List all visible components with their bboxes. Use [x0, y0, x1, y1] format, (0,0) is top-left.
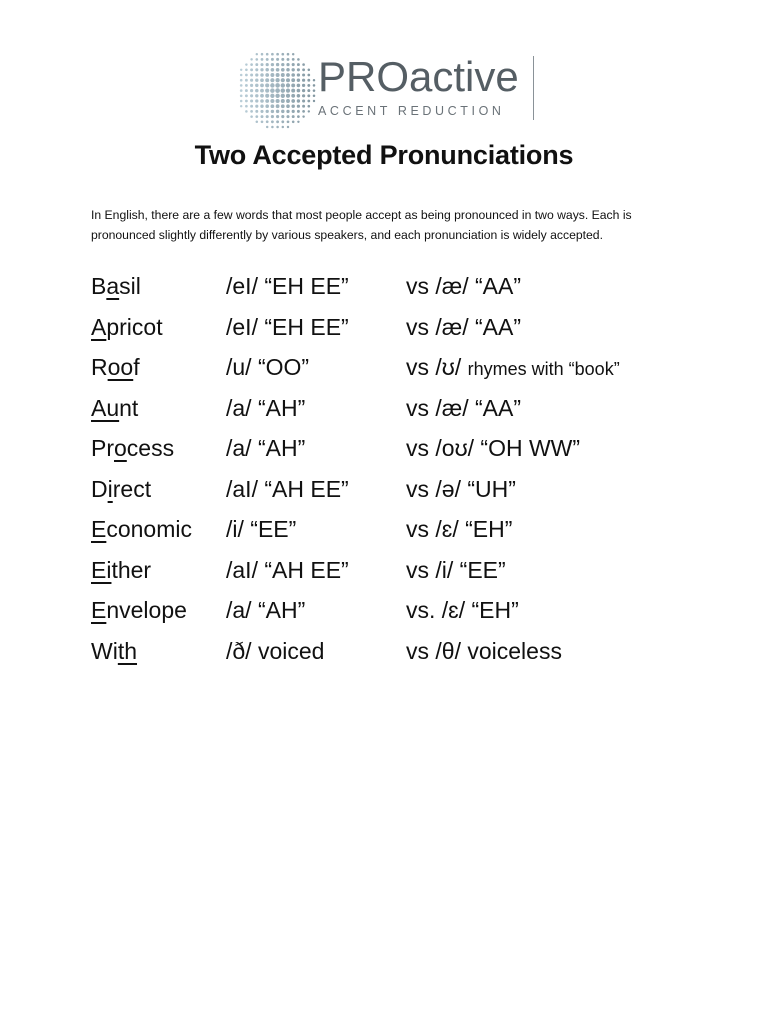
pronunciation-table	[91, 266, 741, 671]
logo-divider	[533, 56, 534, 120]
logo-dot	[270, 78, 274, 82]
logo-dot	[291, 73, 295, 77]
first-pronunciation: /a/ “AH”	[226, 394, 306, 421]
logo-dot	[266, 63, 269, 66]
logo-dot	[271, 126, 274, 129]
logo-dot	[255, 84, 258, 87]
second-pronunciation-note: rhymes with “book”	[467, 359, 620, 379]
second-pronunciation	[406, 590, 519, 630]
logo-dot	[261, 58, 264, 61]
logo-dot	[260, 78, 264, 82]
word-cell	[91, 590, 187, 630]
logo-dot	[265, 83, 269, 87]
second-pronunciation-text: vs /ʊ/	[406, 354, 468, 380]
logo-dot	[276, 63, 279, 66]
second-pronunciation-text: vs /æ/ “AA”	[406, 273, 522, 299]
word-cell	[91, 428, 174, 468]
logo-dot	[250, 63, 253, 66]
logo-dot	[255, 99, 258, 102]
logo-dot	[297, 115, 300, 118]
logo-dot	[260, 89, 264, 93]
second-pronunciation	[406, 428, 580, 468]
logo-dot	[307, 89, 310, 92]
logo-dot	[245, 68, 248, 71]
logo-dot	[297, 68, 300, 71]
logo-dot	[281, 53, 284, 56]
word-part: B	[91, 273, 107, 299]
underlined-sound: i	[107, 475, 113, 502]
logo-dot	[302, 73, 305, 76]
logo-dot	[271, 110, 274, 113]
second-pronunciation	[406, 550, 506, 590]
logo-dot	[245, 110, 248, 113]
logo-dot	[266, 110, 269, 113]
word-part: nvelope	[106, 597, 187, 623]
logo-dot	[286, 63, 289, 66]
table-row	[91, 590, 741, 631]
logo-dot	[308, 69, 311, 72]
word-part: R	[91, 354, 108, 380]
logo-dot	[281, 88, 285, 92]
logo-dot	[261, 120, 264, 123]
logo-dot	[302, 79, 305, 82]
logo-dot	[276, 73, 280, 77]
logo-dot	[255, 73, 258, 76]
logo-dot	[313, 79, 315, 81]
logo-dot	[260, 99, 264, 103]
second-pronunciation-text: vs /i/ “EE”	[406, 556, 506, 583]
logo-dot	[276, 110, 279, 113]
logo-main-text: PROactive	[318, 53, 519, 100]
logo-dot	[240, 69, 242, 71]
logo-dot	[265, 73, 269, 77]
logo-dot	[265, 89, 269, 93]
logo-dot	[276, 99, 280, 103]
logo-dot	[255, 94, 258, 97]
logo-dot	[255, 63, 258, 66]
logo-dot	[270, 99, 274, 103]
logo-dot	[286, 73, 290, 77]
logo-dot	[297, 63, 300, 66]
logo-dot	[302, 110, 305, 113]
logo-dot	[256, 121, 258, 124]
logo-dot	[261, 115, 264, 118]
underlined-sound: oo	[107, 354, 134, 380]
first-pronunciation: /aI/ “AH EE”	[226, 475, 349, 502]
word-cell	[91, 469, 151, 509]
logo-dot	[245, 79, 248, 82]
second-pronunciation-text: vs. /ɛ/ “EH”	[406, 597, 519, 623]
table-row	[91, 550, 741, 591]
word-part: f	[133, 354, 140, 380]
logo-dot	[240, 84, 243, 87]
logo-dot	[302, 89, 305, 92]
logo-dot	[270, 83, 274, 87]
logo-dot	[292, 68, 295, 71]
second-pronunciation	[406, 347, 620, 389]
logo-dot	[275, 88, 280, 93]
logo-dot	[245, 63, 247, 65]
first-pronunciation: /a/ “AH”	[226, 597, 306, 623]
logo-dot	[291, 104, 294, 107]
logo-dot	[250, 110, 253, 113]
logo-dot	[292, 110, 295, 113]
logo-dot	[297, 84, 301, 88]
logo-dot	[270, 88, 275, 93]
table-row	[91, 388, 741, 429]
logo-dot	[297, 121, 299, 123]
first-pronunciation: /ð/ voiced	[226, 637, 325, 664]
logo-dot	[276, 120, 279, 123]
logo-dot	[297, 58, 300, 61]
logo-dot	[265, 68, 268, 71]
logo-dot	[297, 78, 300, 81]
logo-dot	[281, 99, 285, 103]
second-pronunciation	[406, 266, 521, 306]
logo-dot	[240, 94, 243, 97]
logo-dot	[250, 99, 253, 102]
logo-dot	[240, 74, 243, 77]
logo-dot	[260, 73, 264, 77]
logo-dot	[281, 63, 284, 66]
word-part: sil	[119, 273, 141, 299]
logo-dot	[307, 94, 310, 97]
logo-dot	[291, 94, 295, 98]
logo-dot	[287, 126, 289, 128]
logo-dot	[250, 58, 252, 60]
logo-dot	[286, 83, 290, 87]
logo-dot	[255, 68, 258, 71]
word-part: pricot	[106, 313, 163, 340]
intro-paragraph: In English, there are a few words that most people accept as being pronounced in two ways. Each is pronounced slightly differently by various speakers, and each pronunciation is widely accepted.	[91, 208, 632, 242]
logo-dot	[260, 68, 263, 71]
logo-dot	[250, 84, 253, 87]
logo-dot	[307, 100, 310, 103]
logo-dot	[255, 58, 258, 61]
underlined-sound: th	[117, 637, 138, 664]
proactive-logo	[234, 46, 534, 132]
logo-dot	[265, 99, 269, 103]
logo-dot	[271, 115, 274, 118]
logo-dot	[245, 100, 248, 103]
logo-dot	[302, 84, 305, 87]
logo-dot	[255, 105, 258, 108]
logo-dot	[260, 110, 263, 113]
table-row	[91, 347, 741, 388]
word-part: ther	[111, 556, 152, 583]
logo-dot	[297, 105, 300, 108]
logo-dot	[297, 73, 300, 76]
logo-dot	[287, 53, 290, 56]
logo-dot	[308, 110, 310, 112]
word-part: D	[91, 475, 108, 502]
logo-dot	[281, 73, 285, 77]
logo-dot	[286, 115, 289, 118]
logo-dot	[286, 94, 290, 98]
first-pronunciation: /i/ “EE”	[226, 516, 297, 542]
logo-dot	[297, 94, 301, 98]
logo-dot	[302, 68, 305, 71]
logo-dot	[271, 53, 274, 56]
underlined-sound: E	[91, 597, 107, 623]
logo-dot	[266, 115, 269, 118]
logo-dot	[266, 120, 269, 123]
logo-dot	[275, 94, 279, 98]
page-title: Two Accepted Pronunciations	[194, 140, 574, 170]
dotted-sphere-logo-icon	[234, 46, 318, 132]
logo-dot	[292, 63, 295, 66]
underlined-sound: Au	[91, 394, 120, 421]
logo-dot	[261, 53, 264, 56]
logo-dot	[266, 126, 268, 128]
logo-dot	[313, 89, 316, 92]
word-cell	[91, 307, 163, 347]
logo-dot	[297, 110, 300, 113]
logo-dot	[240, 89, 243, 92]
second-pronunciation	[406, 388, 521, 428]
underlined-sound: A	[91, 313, 107, 340]
logo-dot	[275, 78, 279, 82]
first-pronunciation: /u/ “OO”	[226, 354, 310, 380]
logo-dot	[240, 100, 243, 103]
logo-dot	[265, 94, 269, 98]
first-pronunciation: /eI/ “EH EE”	[226, 313, 349, 340]
logo-dot	[307, 79, 310, 82]
logo-dot	[260, 94, 264, 98]
logo-dot	[271, 104, 275, 108]
word-cell	[91, 509, 192, 549]
logo-dot	[255, 79, 258, 82]
logo-dot	[291, 78, 295, 82]
logo-dot	[250, 94, 253, 97]
second-pronunciation-text: vs /æ/ “AA”	[406, 313, 522, 340]
word-cell	[91, 347, 140, 387]
logo-dot	[260, 63, 263, 66]
second-pronunciation-text: vs /æ/ “AA”	[406, 394, 522, 421]
logo-dot	[281, 94, 285, 98]
underlined-sound: a	[106, 273, 120, 299]
logo-dot	[270, 94, 274, 98]
underlined-sound: o	[114, 435, 127, 461]
logo-dot	[286, 89, 290, 93]
logo-dot	[276, 126, 279, 129]
logo-dot	[245, 94, 248, 97]
logo-dot	[292, 53, 294, 55]
logo-dot	[250, 89, 253, 92]
logo-dot	[281, 115, 284, 118]
logo-dot	[281, 120, 284, 123]
logo-dot	[307, 84, 310, 87]
logo-dot	[297, 89, 301, 93]
logo-dot	[260, 105, 263, 108]
word-part: nt	[119, 394, 139, 421]
logo-dot	[245, 74, 248, 77]
logo-dot	[255, 110, 258, 113]
logo-dot	[240, 105, 242, 107]
word-part: Wi	[91, 637, 118, 664]
logo-dot	[291, 89, 295, 93]
logo-dot	[260, 84, 264, 88]
word-cell	[91, 631, 137, 671]
logo-dot	[286, 104, 290, 108]
table-row	[91, 509, 741, 550]
word-cell	[91, 388, 138, 428]
first-pronunciation: /eI/ “EH EE”	[226, 273, 349, 299]
logo-dot	[302, 63, 305, 66]
logo-dot	[302, 105, 305, 108]
logo-dot	[271, 63, 274, 66]
logo-dot	[292, 121, 295, 124]
logo-dot	[286, 99, 290, 103]
logo-dot	[245, 84, 248, 87]
word-part: cess	[126, 435, 175, 461]
logo-dot	[281, 83, 285, 87]
logo-dot	[307, 105, 310, 108]
logo-dot	[297, 99, 300, 102]
logo-dot	[313, 95, 316, 98]
logo-dot	[271, 68, 275, 72]
table-row	[91, 469, 741, 510]
logo-dot	[266, 53, 269, 56]
word-part: rect	[112, 475, 152, 502]
logo-dot	[302, 115, 304, 117]
first-pronunciation: /a/ “AH”	[226, 435, 306, 461]
logo-dot	[287, 120, 290, 123]
logo-dot	[292, 58, 295, 61]
logo-dot	[291, 83, 295, 87]
logo-dot	[250, 79, 253, 82]
logo-dot	[286, 110, 289, 113]
logo-dot	[302, 94, 305, 97]
logo-dot	[282, 126, 284, 128]
underlined-sound: Ei	[91, 556, 112, 583]
first-pronunciation: /aI/ “AH EE”	[226, 556, 349, 583]
word-part: conomic	[106, 516, 192, 542]
second-pronunciation	[406, 307, 521, 347]
logo-dot	[276, 58, 279, 61]
word-cell	[91, 266, 141, 306]
table-row	[91, 307, 741, 348]
logo-wordmark	[318, 54, 534, 118]
underlined-sound: E	[91, 516, 107, 542]
second-pronunciation	[406, 509, 512, 549]
logo-tagline: ACCENT REDUCTION	[318, 104, 505, 118]
logo-dot	[275, 83, 280, 88]
second-pronunciation-text: vs /oʊ/ “OH WW”	[406, 435, 581, 461]
table-row	[91, 266, 741, 307]
second-pronunciation-text: vs /ə/ “UH”	[406, 475, 516, 502]
logo-dot	[271, 58, 274, 61]
logo-dot	[313, 100, 315, 102]
logo-dot	[250, 115, 253, 118]
logo-dot	[302, 99, 305, 102]
logo-dot	[265, 104, 269, 108]
logo-dot	[255, 89, 258, 93]
logo-dot	[276, 68, 280, 72]
logo-dot	[281, 104, 285, 108]
table-row	[91, 428, 741, 469]
logo-dot	[276, 104, 280, 108]
word-part: Pr	[91, 435, 114, 461]
second-pronunciation	[406, 469, 516, 509]
second-pronunciation-text: vs /θ/ voiceless	[406, 637, 562, 664]
word-cell	[91, 550, 151, 590]
second-pronunciation-text: vs /ɛ/ “EH”	[406, 516, 513, 542]
logo-dot	[281, 68, 285, 72]
logo-dot	[256, 53, 258, 55]
logo-dot	[281, 58, 284, 61]
logo-dot	[245, 89, 248, 92]
logo-dot	[250, 68, 253, 71]
logo-dot	[240, 79, 243, 82]
logo-dot	[276, 53, 279, 56]
logo-dot	[286, 78, 290, 82]
logo-dot	[266, 58, 269, 61]
logo-dot	[271, 120, 274, 123]
logo-dot	[313, 84, 316, 87]
table-row	[91, 631, 741, 672]
second-pronunciation	[406, 631, 562, 671]
logo-dot	[287, 58, 290, 61]
logo-dot	[270, 73, 274, 77]
logo-dot	[291, 99, 295, 103]
logo-dot	[276, 115, 279, 118]
logo-dot	[250, 74, 253, 77]
logo-dot	[255, 115, 258, 118]
logo-dot	[292, 115, 295, 118]
logo-dot	[307, 74, 310, 77]
logo-dot	[265, 78, 269, 82]
logo-dot	[281, 78, 285, 82]
logo-dot	[281, 110, 284, 113]
logo-dot	[286, 68, 290, 72]
logo-dot	[245, 105, 248, 108]
logo-dot	[250, 105, 253, 108]
